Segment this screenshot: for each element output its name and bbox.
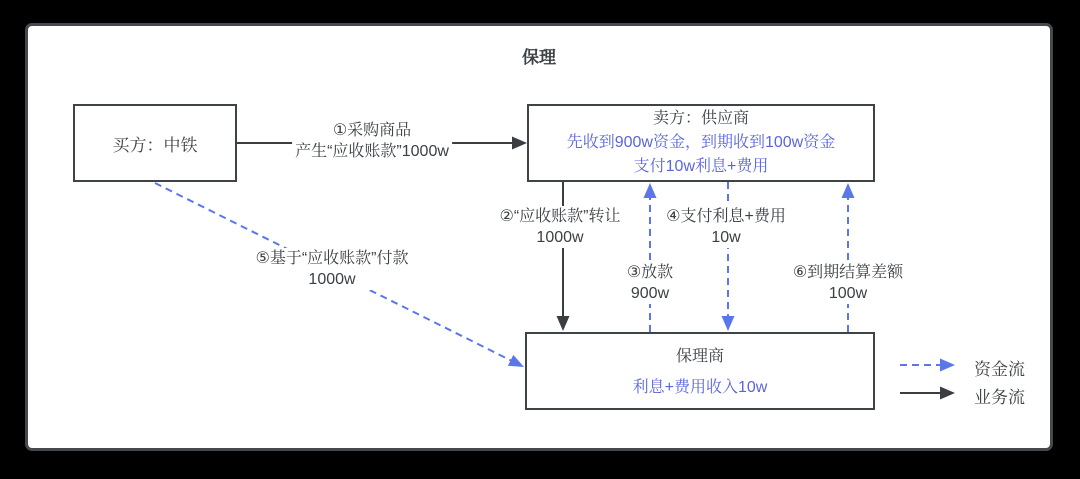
node-seller-title: 卖方：供应商: [652, 110, 749, 127]
node-seller: [527, 104, 875, 182]
edge-label-purchase: [292, 120, 452, 162]
edge-label-purchase-line1: ①采购商品: [332, 122, 412, 139]
node-seller-fund-line2: 支付10w利息+费用: [633, 158, 769, 175]
edge-label-pay-interest: [663, 206, 789, 248]
node-factor-fund-line1: 利息+费用收入10w: [632, 379, 768, 396]
edge-label-settle-line2: 100w: [828, 285, 868, 302]
node-factor: [525, 332, 875, 410]
legend-business-flow-label: 业务流: [974, 388, 1025, 407]
edge-label-transfer: [496, 206, 623, 248]
edge-label-settle: [790, 262, 906, 304]
edge-label-payment-line2: 1000w: [308, 271, 356, 288]
edge-label-settle-line1: ⑥到期结算差额: [792, 264, 904, 281]
node-buyer: [73, 104, 237, 182]
edge-label-loan-line1: ③放款: [626, 264, 674, 281]
legend-fund-flow-label: 资金流: [974, 360, 1025, 379]
edge-label-payment: [252, 248, 411, 290]
edge-label-loan-line2: 900w: [630, 285, 670, 302]
edge-label-pay-interest-line1: ④支付利息+费用: [666, 208, 786, 225]
node-seller-fund-line1: 先收到900w资金，到期收到100w资金: [566, 134, 836, 151]
edge-label-pay-interest-line2: 10w: [711, 229, 741, 246]
edge-label-loan: [624, 262, 676, 304]
node-factor-title: 保理商: [675, 348, 724, 365]
edge-label-purchase-line2: 产生“应收账款”1000w: [295, 143, 449, 160]
diagram-title: 保理: [522, 48, 556, 67]
edge-label-transfer-line2: 1000w: [536, 229, 584, 246]
edge-label-transfer-line1: ②“应收账款”转让: [499, 208, 621, 225]
edge-label-payment-line1: ⑤基于“应收账款”付款: [255, 250, 409, 267]
node-buyer-label: 买方：中铁: [112, 135, 198, 155]
